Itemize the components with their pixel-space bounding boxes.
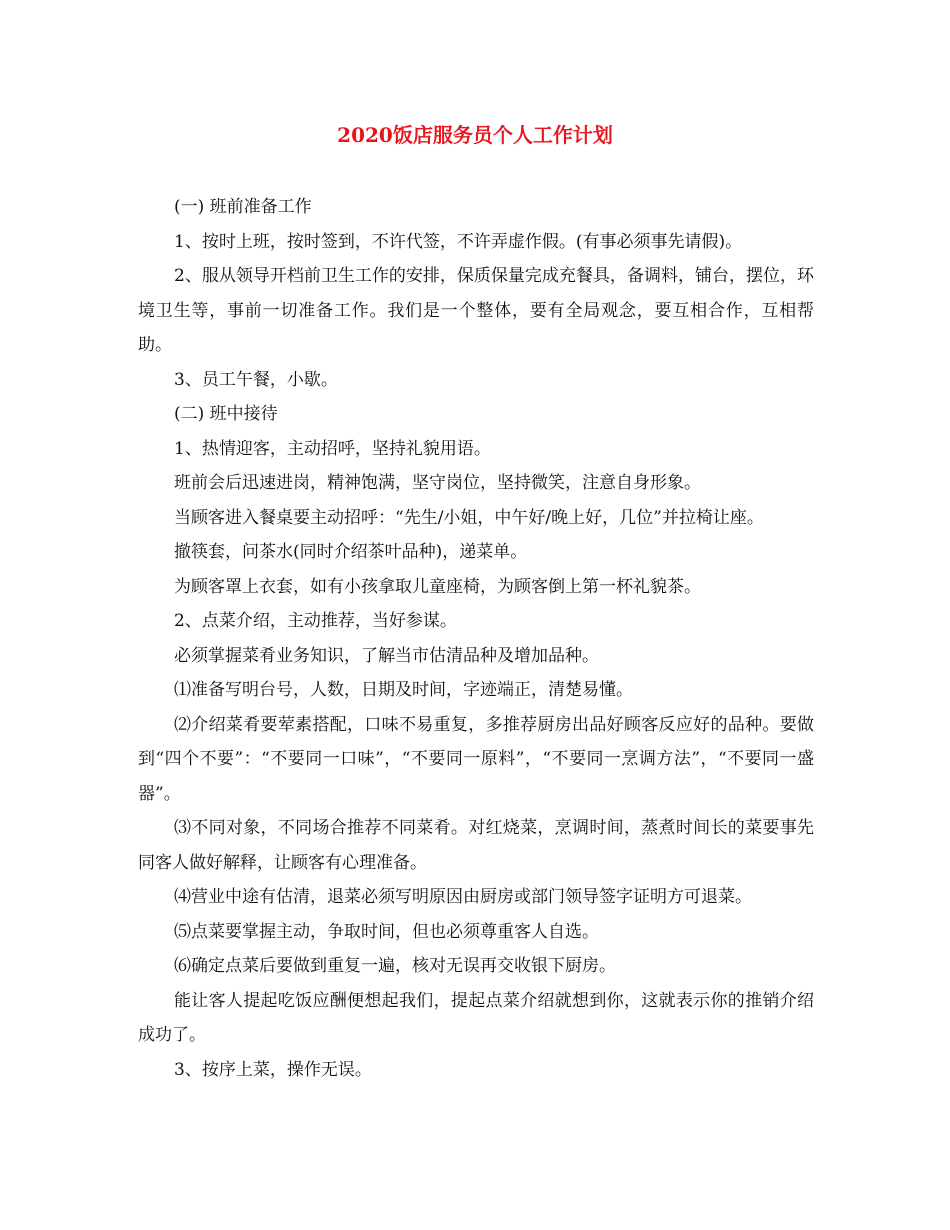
paragraph: 1、热情迎客，主动招呼，坚持礼貌用语。 bbox=[174, 438, 491, 459]
paragraph: (二) 班中接待 bbox=[174, 404, 278, 424]
paragraph: 3、按序上菜，操作无误。 bbox=[174, 1059, 372, 1080]
paragraph: 撤筷套，问茶水(同时介绍茶叶品种)，递菜单。 bbox=[174, 542, 528, 562]
paragraph: 班前会后迅速进岗，精神饱满，坚守岗位，坚持微笑，注意自身形象。 bbox=[174, 473, 701, 493]
paragraph: ⑹确定点菜后要做到重复一遍，核对无误再交收银下厨房。 bbox=[174, 956, 616, 976]
paragraph: ⑶不同对象，不同场合推荐不同菜肴。对红烧菜，烹调时间，蒸煮时间长的菜要事先同客人做好解释，让顾客有心理准备。 bbox=[138, 818, 814, 873]
paragraph: ⑵介绍菜肴要荤素搭配，口味不易重复，多推荐厨房出品好顾客反应好的品种。要做到“四个不要”：“不要同一口味”，“不要同一原料”，“不要同一烹调方法”，“不要同一盛器”。 bbox=[138, 714, 814, 804]
document-body bbox=[138, 190, 814, 1087]
paragraph: 2、服从领导开档前卫生工作的安排，保质保量完成充餐具，备调料，铺台，摆位，环境卫生等，事前一切准备工作。我们是一个整体，要有全局观念，要互相合作，互相帮助。 bbox=[138, 266, 814, 355]
paragraph: 1、按时上班，按时签到，不许代签，不许弄虚作假。(有事必须事先请假)。 bbox=[174, 231, 743, 252]
paragraph: 为顾客罩上衣套，如有小孩拿取儿童座椅，为顾客倒上第一杯礼貌茶。 bbox=[174, 576, 701, 597]
paragraph: 当顾客进入餐桌要主动招呼：“先生/小姐，中午好/晚上好，几位”并拉椅让座。 bbox=[174, 507, 764, 528]
paragraph: 3、员工午餐，小歇。 bbox=[174, 369, 338, 390]
paragraph: ⑸点菜要掌握主动，争取时间，但也必须尊重客人自选。 bbox=[174, 921, 599, 942]
document-title: 2020饭店服务员个人工作计划 bbox=[337, 123, 613, 147]
paragraph: (一) 班前准备工作 bbox=[174, 197, 312, 217]
paragraph: 能让客人提起吃饭应酬便想起我们，提起点菜介绍就想到你，这就表示你的推销介绍成功了。 bbox=[138, 990, 814, 1045]
paragraph: ⑷营业中途有估清，退菜必须写明原因由厨房或部门领导签字证明方可退菜。 bbox=[174, 887, 752, 907]
paragraph: 2、点菜介绍，主动推荐，当好参谋。 bbox=[174, 611, 457, 631]
paragraph: 必须掌握菜肴业务知识，了解当市估清品种及增加品种。 bbox=[174, 645, 599, 666]
paragraph: ⑴准备写明台号，人数，日期及时间，字迹端正，清楚易懂。 bbox=[174, 680, 633, 700]
